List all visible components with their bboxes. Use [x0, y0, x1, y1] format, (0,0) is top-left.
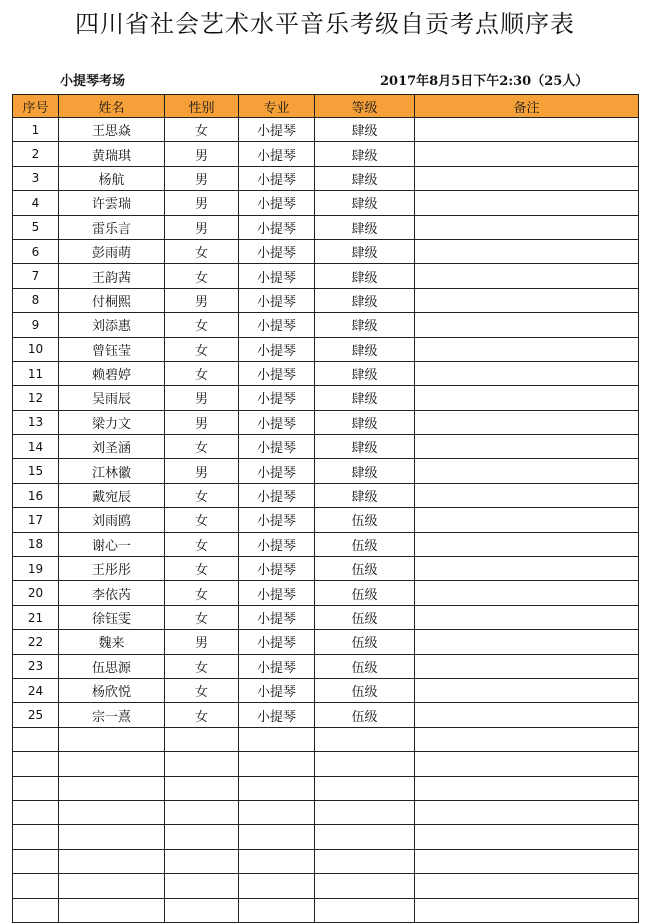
cell-no: 5 — [13, 215, 59, 239]
cell-name: 吴雨辰 — [59, 386, 165, 410]
cell-no: 12 — [13, 386, 59, 410]
cell-name: 曾钰莹 — [59, 337, 165, 361]
cell-level — [315, 800, 415, 824]
cell-note — [415, 313, 639, 337]
cell-note — [415, 410, 639, 434]
table-row — [13, 678, 639, 702]
cell-no: 1 — [13, 118, 59, 142]
cell-gender — [165, 849, 239, 873]
header-gender: 性别 — [165, 95, 239, 118]
cell-gender: 女 — [165, 313, 239, 337]
cell-name: 宗一熹 — [59, 703, 165, 727]
cell-name: 谢心一 — [59, 532, 165, 556]
cell-gender: 男 — [165, 166, 239, 190]
cell-gender: 女 — [165, 264, 239, 288]
cell-gender: 女 — [165, 337, 239, 361]
cell-major — [239, 800, 315, 824]
cell-note — [415, 654, 639, 678]
cell-major: 小提琴 — [239, 630, 315, 654]
cell-no: 13 — [13, 410, 59, 434]
cell-name: 刘雨鸥 — [59, 508, 165, 532]
cell-level: 伍级 — [315, 654, 415, 678]
cell-level: 伍级 — [315, 630, 415, 654]
cell-name — [59, 825, 165, 849]
cell-note — [415, 874, 639, 898]
cell-gender: 女 — [165, 361, 239, 385]
header-row — [13, 95, 639, 118]
cell-no: 24 — [13, 678, 59, 702]
cell-major: 小提琴 — [239, 313, 315, 337]
table-row — [13, 752, 639, 776]
cell-no — [13, 776, 59, 800]
table-row — [13, 435, 639, 459]
cell-gender — [165, 776, 239, 800]
cell-note — [415, 435, 639, 459]
exam-venue: 小提琴考场 — [60, 74, 126, 89]
header-note: 备注 — [415, 95, 639, 118]
cell-no — [13, 752, 59, 776]
cell-major: 小提琴 — [239, 361, 315, 385]
cell-name — [59, 849, 165, 873]
cell-major: 小提琴 — [239, 118, 315, 142]
cell-gender: 女 — [165, 703, 239, 727]
cell-gender: 男 — [165, 630, 239, 654]
cell-major — [239, 727, 315, 751]
cell-major: 小提琴 — [239, 557, 315, 581]
cell-major: 小提琴 — [239, 654, 315, 678]
cell-major: 小提琴 — [239, 410, 315, 434]
cell-name: 杨欣悦 — [59, 678, 165, 702]
cell-name: 伍思源 — [59, 654, 165, 678]
cell-name: 徐钰雯 — [59, 605, 165, 629]
cell-level: 肆级 — [315, 386, 415, 410]
cell-note — [415, 776, 639, 800]
page-title: 四川省社会艺术水平音乐考级自贡考点顺序表 — [75, 10, 575, 38]
cell-level: 伍级 — [315, 605, 415, 629]
cell-name: 戴宛辰 — [59, 483, 165, 507]
table-row — [13, 264, 639, 288]
cell-gender — [165, 874, 239, 898]
cell-no: 2 — [13, 142, 59, 166]
cell-gender: 男 — [165, 386, 239, 410]
cell-major: 小提琴 — [239, 678, 315, 702]
header-major: 专业 — [239, 95, 315, 118]
cell-gender: 男 — [165, 410, 239, 434]
cell-note — [415, 557, 639, 581]
table-row — [13, 532, 639, 556]
cell-name — [59, 800, 165, 824]
cell-gender: 女 — [165, 678, 239, 702]
cell-gender: 男 — [165, 142, 239, 166]
cell-major: 小提琴 — [239, 142, 315, 166]
cell-no: 3 — [13, 166, 59, 190]
cell-level — [315, 825, 415, 849]
table-row — [13, 605, 639, 629]
cell-note — [415, 508, 639, 532]
cell-name: 彭雨萌 — [59, 239, 165, 263]
cell-note — [415, 191, 639, 215]
cell-note — [415, 800, 639, 824]
cell-level: 伍级 — [315, 581, 415, 605]
cell-note — [415, 239, 639, 263]
cell-major: 小提琴 — [239, 215, 315, 239]
cell-level: 肆级 — [315, 288, 415, 312]
cell-gender — [165, 727, 239, 751]
cell-no: 15 — [13, 459, 59, 483]
cell-no: 22 — [13, 630, 59, 654]
header-no: 序号 — [13, 95, 59, 118]
cell-gender: 女 — [165, 435, 239, 459]
cell-name: 李依芮 — [59, 581, 165, 605]
cell-gender: 女 — [165, 654, 239, 678]
cell-level: 伍级 — [315, 557, 415, 581]
cell-no: 9 — [13, 313, 59, 337]
table-row — [13, 654, 639, 678]
cell-major — [239, 874, 315, 898]
cell-no: 7 — [13, 264, 59, 288]
cell-no: 8 — [13, 288, 59, 312]
table-row — [13, 703, 639, 727]
cell-level: 肆级 — [315, 337, 415, 361]
cell-name: 雷乐言 — [59, 215, 165, 239]
cell-level: 肆级 — [315, 142, 415, 166]
cell-level: 肆级 — [315, 118, 415, 142]
cell-name: 赖碧婷 — [59, 361, 165, 385]
cell-name — [59, 874, 165, 898]
table-row — [13, 118, 639, 142]
cell-major — [239, 776, 315, 800]
table-row — [13, 581, 639, 605]
table-row — [13, 361, 639, 385]
cell-level: 肆级 — [315, 483, 415, 507]
cell-level — [315, 752, 415, 776]
cell-no: 11 — [13, 361, 59, 385]
table-row — [13, 166, 639, 190]
cell-gender: 女 — [165, 581, 239, 605]
cell-name — [59, 752, 165, 776]
cell-note — [415, 166, 639, 190]
cell-major: 小提琴 — [239, 459, 315, 483]
cell-name — [59, 727, 165, 751]
cell-level: 伍级 — [315, 532, 415, 556]
cell-gender — [165, 752, 239, 776]
cell-major — [239, 752, 315, 776]
cell-level — [315, 874, 415, 898]
table-body — [13, 118, 639, 923]
cell-gender: 女 — [165, 118, 239, 142]
cell-note — [415, 483, 639, 507]
table-row — [13, 288, 639, 312]
table-row — [13, 313, 639, 337]
exam-order-table — [12, 94, 639, 923]
table-row — [13, 800, 639, 824]
cell-no: 19 — [13, 557, 59, 581]
table-row — [13, 630, 639, 654]
cell-gender: 男 — [165, 215, 239, 239]
table-row — [13, 410, 639, 434]
cell-level — [315, 849, 415, 873]
cell-level: 肆级 — [315, 459, 415, 483]
cell-no — [13, 874, 59, 898]
cell-gender: 女 — [165, 508, 239, 532]
cell-no — [13, 825, 59, 849]
cell-no: 4 — [13, 191, 59, 215]
cell-no: 20 — [13, 581, 59, 605]
cell-gender: 男 — [165, 288, 239, 312]
cell-name: 魏来 — [59, 630, 165, 654]
cell-name: 付桐熙 — [59, 288, 165, 312]
cell-major: 小提琴 — [239, 532, 315, 556]
cell-gender: 男 — [165, 459, 239, 483]
cell-note — [415, 215, 639, 239]
cell-level: 肆级 — [315, 264, 415, 288]
cell-name: 刘圣涵 — [59, 435, 165, 459]
cell-note — [415, 581, 639, 605]
cell-level: 伍级 — [315, 508, 415, 532]
cell-name: 黄瑞琪 — [59, 142, 165, 166]
table-row — [13, 849, 639, 873]
cell-note — [415, 264, 639, 288]
cell-note — [415, 678, 639, 702]
cell-gender: 女 — [165, 605, 239, 629]
header-name: 姓名 — [59, 95, 165, 118]
cell-note — [415, 703, 639, 727]
cell-level: 肆级 — [315, 215, 415, 239]
cell-name: 杨航 — [59, 166, 165, 190]
cell-major: 小提琴 — [239, 386, 315, 410]
cell-note — [415, 361, 639, 385]
cell-level — [315, 776, 415, 800]
cell-major: 小提琴 — [239, 435, 315, 459]
cell-major: 小提琴 — [239, 288, 315, 312]
cell-gender: 女 — [165, 557, 239, 581]
cell-name — [59, 776, 165, 800]
cell-note — [415, 727, 639, 751]
cell-no: 6 — [13, 239, 59, 263]
cell-note — [415, 142, 639, 166]
table-row — [13, 557, 639, 581]
table-row — [13, 483, 639, 507]
cell-level: 肆级 — [315, 435, 415, 459]
table-row — [13, 508, 639, 532]
cell-major: 小提琴 — [239, 508, 315, 532]
cell-no — [13, 849, 59, 873]
cell-name: 梁力文 — [59, 410, 165, 434]
table-row — [13, 215, 639, 239]
cell-no: 14 — [13, 435, 59, 459]
table-row — [13, 874, 639, 898]
cell-level: 肆级 — [315, 313, 415, 337]
header-level: 等级 — [315, 95, 415, 118]
table-row — [13, 337, 639, 361]
cell-major: 小提琴 — [239, 264, 315, 288]
cell-gender — [165, 800, 239, 824]
cell-gender — [165, 825, 239, 849]
cell-name: 刘添惠 — [59, 313, 165, 337]
cell-no — [13, 800, 59, 824]
cell-major: 小提琴 — [239, 239, 315, 263]
cell-no: 18 — [13, 532, 59, 556]
cell-note — [415, 288, 639, 312]
cell-major: 小提琴 — [239, 483, 315, 507]
cell-note — [415, 532, 639, 556]
cell-note — [415, 337, 639, 361]
cell-gender: 女 — [165, 239, 239, 263]
cell-no: 17 — [13, 508, 59, 532]
exam-datetime: 2017年8月5日下午2:30（25人） — [380, 74, 589, 89]
cell-note — [415, 386, 639, 410]
cell-level: 伍级 — [315, 678, 415, 702]
cell-level: 伍级 — [315, 703, 415, 727]
cell-note — [415, 849, 639, 873]
cell-note — [415, 118, 639, 142]
cell-level: 肆级 — [315, 191, 415, 215]
table-row — [13, 386, 639, 410]
cell-note — [415, 630, 639, 654]
cell-level: 肆级 — [315, 410, 415, 434]
table-row — [13, 459, 639, 483]
cell-no — [13, 727, 59, 751]
table-header — [13, 95, 639, 118]
cell-name: 王思焱 — [59, 118, 165, 142]
cell-level: 肆级 — [315, 166, 415, 190]
cell-name: 许雲瑞 — [59, 191, 165, 215]
cell-gender: 女 — [165, 483, 239, 507]
table-row — [13, 825, 639, 849]
cell-major: 小提琴 — [239, 337, 315, 361]
table-row — [13, 239, 639, 263]
cell-no: 10 — [13, 337, 59, 361]
table-row — [13, 142, 639, 166]
cell-gender: 女 — [165, 532, 239, 556]
cell-no: 23 — [13, 654, 59, 678]
cell-level — [315, 727, 415, 751]
cell-name: 王彤彤 — [59, 557, 165, 581]
cell-gender: 男 — [165, 191, 239, 215]
cell-major: 小提琴 — [239, 605, 315, 629]
cell-note — [415, 825, 639, 849]
cell-no: 16 — [13, 483, 59, 507]
cell-level: 肆级 — [315, 361, 415, 385]
cell-no: 25 — [13, 703, 59, 727]
cell-major — [239, 825, 315, 849]
table-row — [13, 776, 639, 800]
table-row — [13, 191, 639, 215]
cell-major: 小提琴 — [239, 166, 315, 190]
cell-note — [415, 459, 639, 483]
table-row — [13, 727, 639, 751]
cell-name: 江林徽 — [59, 459, 165, 483]
cell-name: 王韵茜 — [59, 264, 165, 288]
cell-level: 肆级 — [315, 239, 415, 263]
cell-major: 小提琴 — [239, 581, 315, 605]
cell-no: 21 — [13, 605, 59, 629]
cell-major — [239, 849, 315, 873]
cell-major: 小提琴 — [239, 703, 315, 727]
cell-note — [415, 752, 639, 776]
cell-note — [415, 605, 639, 629]
cell-major: 小提琴 — [239, 191, 315, 215]
